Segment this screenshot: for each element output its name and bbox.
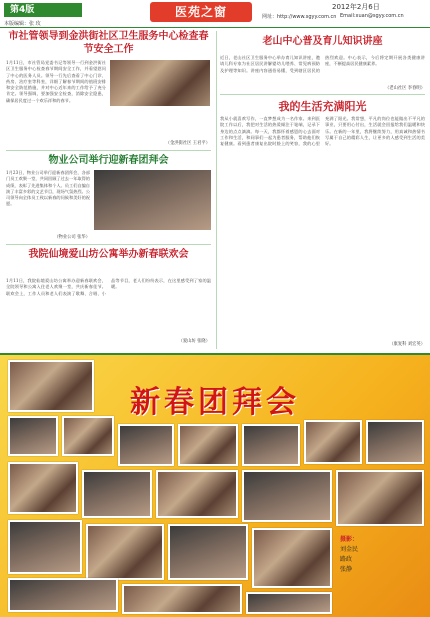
- divider: [6, 150, 211, 151]
- collage-photo: [118, 424, 174, 466]
- website-link[interactable]: 网址：http://www.sgyy.com.cn: [262, 14, 337, 20]
- collage-photo: [8, 360, 94, 412]
- collage-photo: [168, 524, 248, 580]
- page-number-label: 第4版: [4, 3, 82, 17]
- collage-photo: [8, 578, 118, 612]
- article-photo-new-year-party: [94, 170, 211, 230]
- email-link[interactable]: Email:xuan@sgyy.com.cn: [340, 13, 404, 19]
- collage-photo: [366, 420, 424, 464]
- collage-photo: [82, 470, 152, 518]
- collage-photo: [8, 416, 58, 456]
- collage-photo: [336, 470, 424, 526]
- collage-photo: [304, 420, 362, 464]
- article-body-inspection: 1月11日，市社管局党委书记等领导一行到金洪街社区卫生服务中心检查春节期间安全工作，并看望慰问了中心的医务人员。领导一行先后查看了中心门诊、药房、治疗室等科室，详细了解春节期间的值班安排和安全防范措施，并对中心近年来的工作给予了充分肯定。领导强调，要加强安全检查，消除安全隐患，确保居民度过一个欢乐祥和的春节。: [6, 60, 106, 103]
- collage-photo: [242, 424, 300, 466]
- photo-credit-name: 张静: [340, 566, 353, 573]
- article-body-new-year-party: 1月23日，物业公司举行迎新春团拜会，各部门员工欢聚一堂，共同回顾了过去一年取得的成绩，表彰了先进集体和个人。员工们自编自演了丰富多彩的文艺节目，现场气氛热烈。公司领导向全体员工致以新春的问候和美好的祝愿。: [6, 170, 90, 207]
- article-title-parenting-lecture[interactable]: 老山中心普及育儿知识讲座: [262, 36, 383, 47]
- banner-title: 新春团拜会: [130, 385, 300, 420]
- article-photo-inspection: [110, 60, 210, 106]
- article-title-new-year-party[interactable]: 物业公司举行迎新春团拜会: [48, 155, 169, 166]
- article-body-parenting-lecture: 近日，老山社区卫生服务中心举办育儿知识讲座，邀请儿科专家为社区居民讲解婴幼儿喂养、常见病预防及护理等知识。讲座内容通俗易懂，受到辖区居民的热烈欢迎。中心表示，今后将定期开展各类健康讲座，不断提高居民健康素养。: [220, 55, 425, 73]
- collage-photo: [8, 520, 82, 574]
- article-body-apartment-gala: 1月11日，我院仙境爱山坊公寓举办迎新春联欢会，全院领导和公寓入住老人欢聚一堂，共庆新春佳节。联欢会上，工作人员和老人们表演了歌舞、合唱、小品等节目，老人们纷纷表示，在这里感受到了家的温暖。: [6, 278, 211, 296]
- collage-photo: [242, 470, 332, 522]
- article-title-apartment-gala[interactable]: 我院仙境爱山坊公寓举办新春联欢会: [28, 249, 189, 260]
- photo-credit-label: 摄影：: [340, 536, 359, 543]
- column-divider: [216, 31, 217, 349]
- masthead-title: 医苑之窗: [150, 2, 252, 22]
- collage-photo: [246, 592, 332, 614]
- collage-photo: [8, 462, 78, 514]
- photo-credit: [340, 535, 358, 575]
- collage-photo: [86, 524, 164, 580]
- byline-apartment-gala: （爱山坊 张晓）: [178, 339, 210, 344]
- collage-photo: [252, 528, 332, 588]
- divider: [6, 244, 211, 245]
- byline-sunshine-life: （康复科 刘宏英）: [389, 342, 425, 347]
- header-divider: [0, 27, 430, 28]
- byline-inspection: （金洪街社区 王君平）: [165, 141, 210, 146]
- collage-photo: [122, 584, 242, 614]
- divider: [220, 94, 425, 95]
- article-body-inspection-cont: [110, 108, 210, 138]
- article-body-sunshine-life: 我从小就喜欢写作，一直梦想成为一名作家。来到医院工作以后，我把对生活的热爱倾注于笔端，记录下身边的点点滴滴。每一天，我都怀着感恩的心去面对工作和生活，和同事们一起为患者服务，帮助他们恢复健康。看到患者康复出院时脸上的笑容，我的心里充满了阳光。我常想，平凡的岗位也能做出不平凡的事业，只要用心付出，生活就会回报给我们温暖和快乐。在新的一年里，我将继续努力，用真诚和热情书写属于自己的精彩人生，让更多的人感受到生活的美好。: [220, 116, 425, 147]
- byline-parenting-lecture: （老山社区 李春明）: [384, 86, 425, 91]
- byline-new-year-party: （物业公司 张华）: [54, 235, 90, 240]
- collage-photo: [178, 424, 238, 466]
- photo-credit-name: 路政: [340, 556, 353, 563]
- collage-photo: [156, 470, 238, 518]
- issue-date: 2012年2月6日: [332, 3, 380, 11]
- article-title-sunshine-life[interactable]: 我的生活充满阳光: [278, 100, 367, 113]
- collage-photo: [62, 416, 114, 456]
- article-title-inspection[interactable]: 市社管领导到金洪街社区卫生服务中心检查春节安全工作: [8, 31, 209, 55]
- editor-label: 本版编辑：张 玫: [4, 21, 41, 27]
- photo-credit-name: 刘金民: [340, 546, 359, 553]
